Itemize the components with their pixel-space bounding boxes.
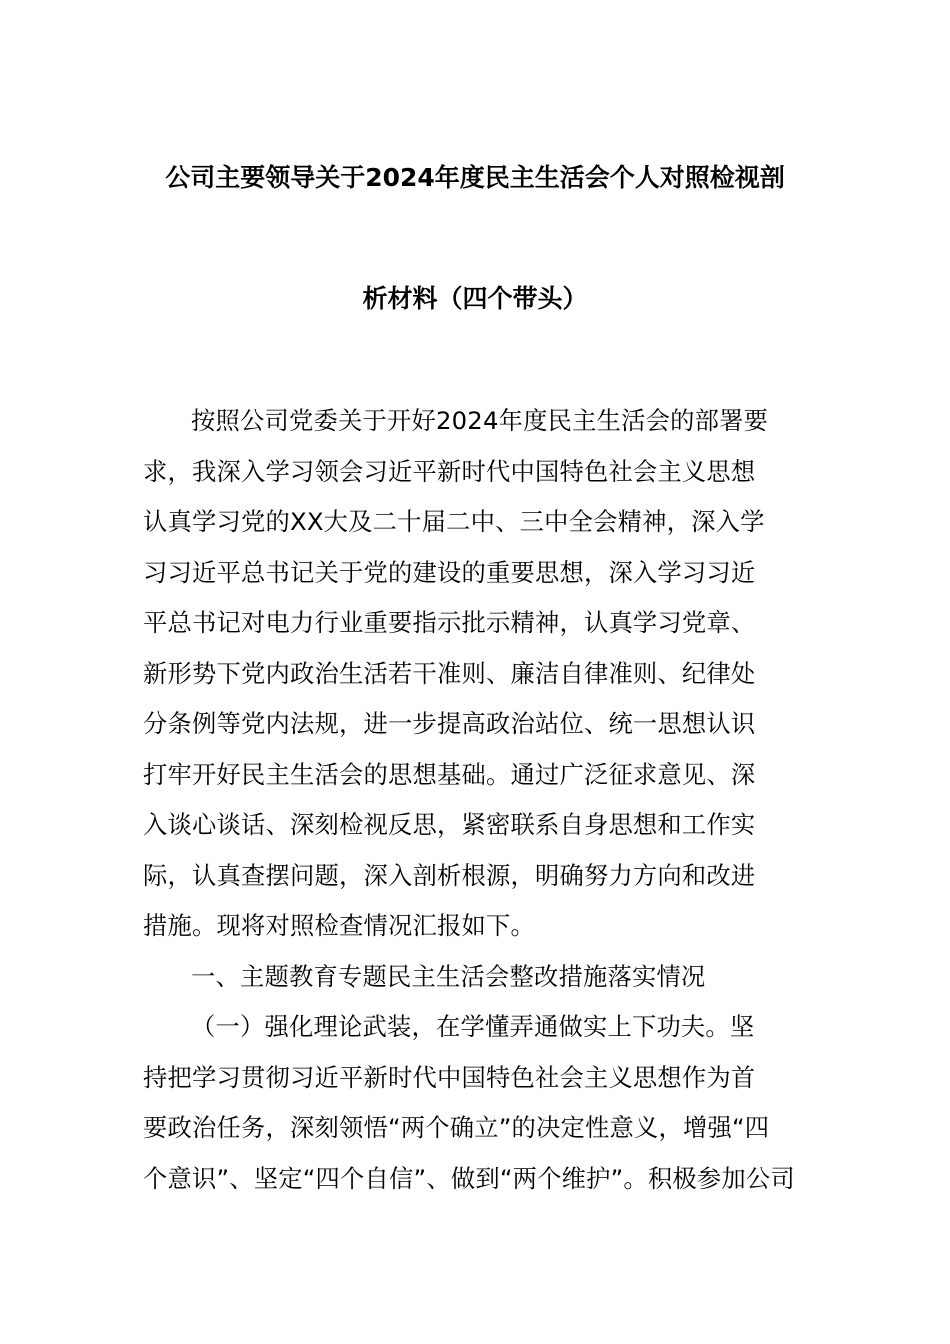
document-title-line-1: 公司主要领导关于2024年度民主生活会个人对照检视剖 — [165, 163, 785, 192]
paragraph-line: 分条例等党内法规，进一步提高政治站位、统一思想认识 — [143, 709, 756, 738]
paragraph-line: 持把学习贯彻习近平新时代中国特色社会主义思想作为首 — [143, 1062, 756, 1092]
paragraph-line: 认真学习党的XX大及二十届二中、三中全会精神，深入学 — [143, 507, 765, 536]
paragraph-line: 打牢开好民主生活会的思想基础。通过广泛征求意见、深 — [143, 759, 756, 789]
paragraph-line: 平总书记对电力行业重要指示批示精神，认真学习党章、 — [143, 608, 756, 637]
paragraph-line: 个意识”、坚定“四个自信”、做到“两个维护”。积极参加公司 — [143, 1163, 795, 1193]
paragraph-line: 求，我深入学习领会习近平新时代中国特色社会主义思想 — [143, 456, 756, 486]
paragraph-line: 措施。现将对照检查情况汇报如下。 — [143, 911, 535, 940]
document-body — [143, 402, 813, 1210]
paragraph-line: 际，认真查摆问题，深入剖析根源，明确努力方向和改进 — [143, 860, 756, 890]
document-title-line-2: 析材料（四个带头） — [362, 284, 588, 313]
paragraph-line: 新形势下党内政治生活若干准则、廉洁自律准则、纪律处 — [143, 658, 756, 688]
paragraph-line: 习习近平总书记关于党的建设的重要思想，深入学习习近 — [143, 557, 756, 587]
paragraph-line: 要政治任务，深刻领悟“两个确立”的决定性意义，增强“四 — [143, 1113, 770, 1142]
subsection-line: （一）强化理论武装，在学懂弄通做实上下功夫。坚 — [191, 1012, 755, 1041]
paragraph-line: 入谈心谈话、深刻检视反思，紧密联系自身思想和工作实 — [143, 810, 756, 839]
section-heading: 一、主题教育专题民主生活会整改措施落实情况 — [191, 961, 706, 991]
paragraph-line: 按照公司党委关于开好2024年度民主生活会的部署要 — [191, 406, 769, 435]
